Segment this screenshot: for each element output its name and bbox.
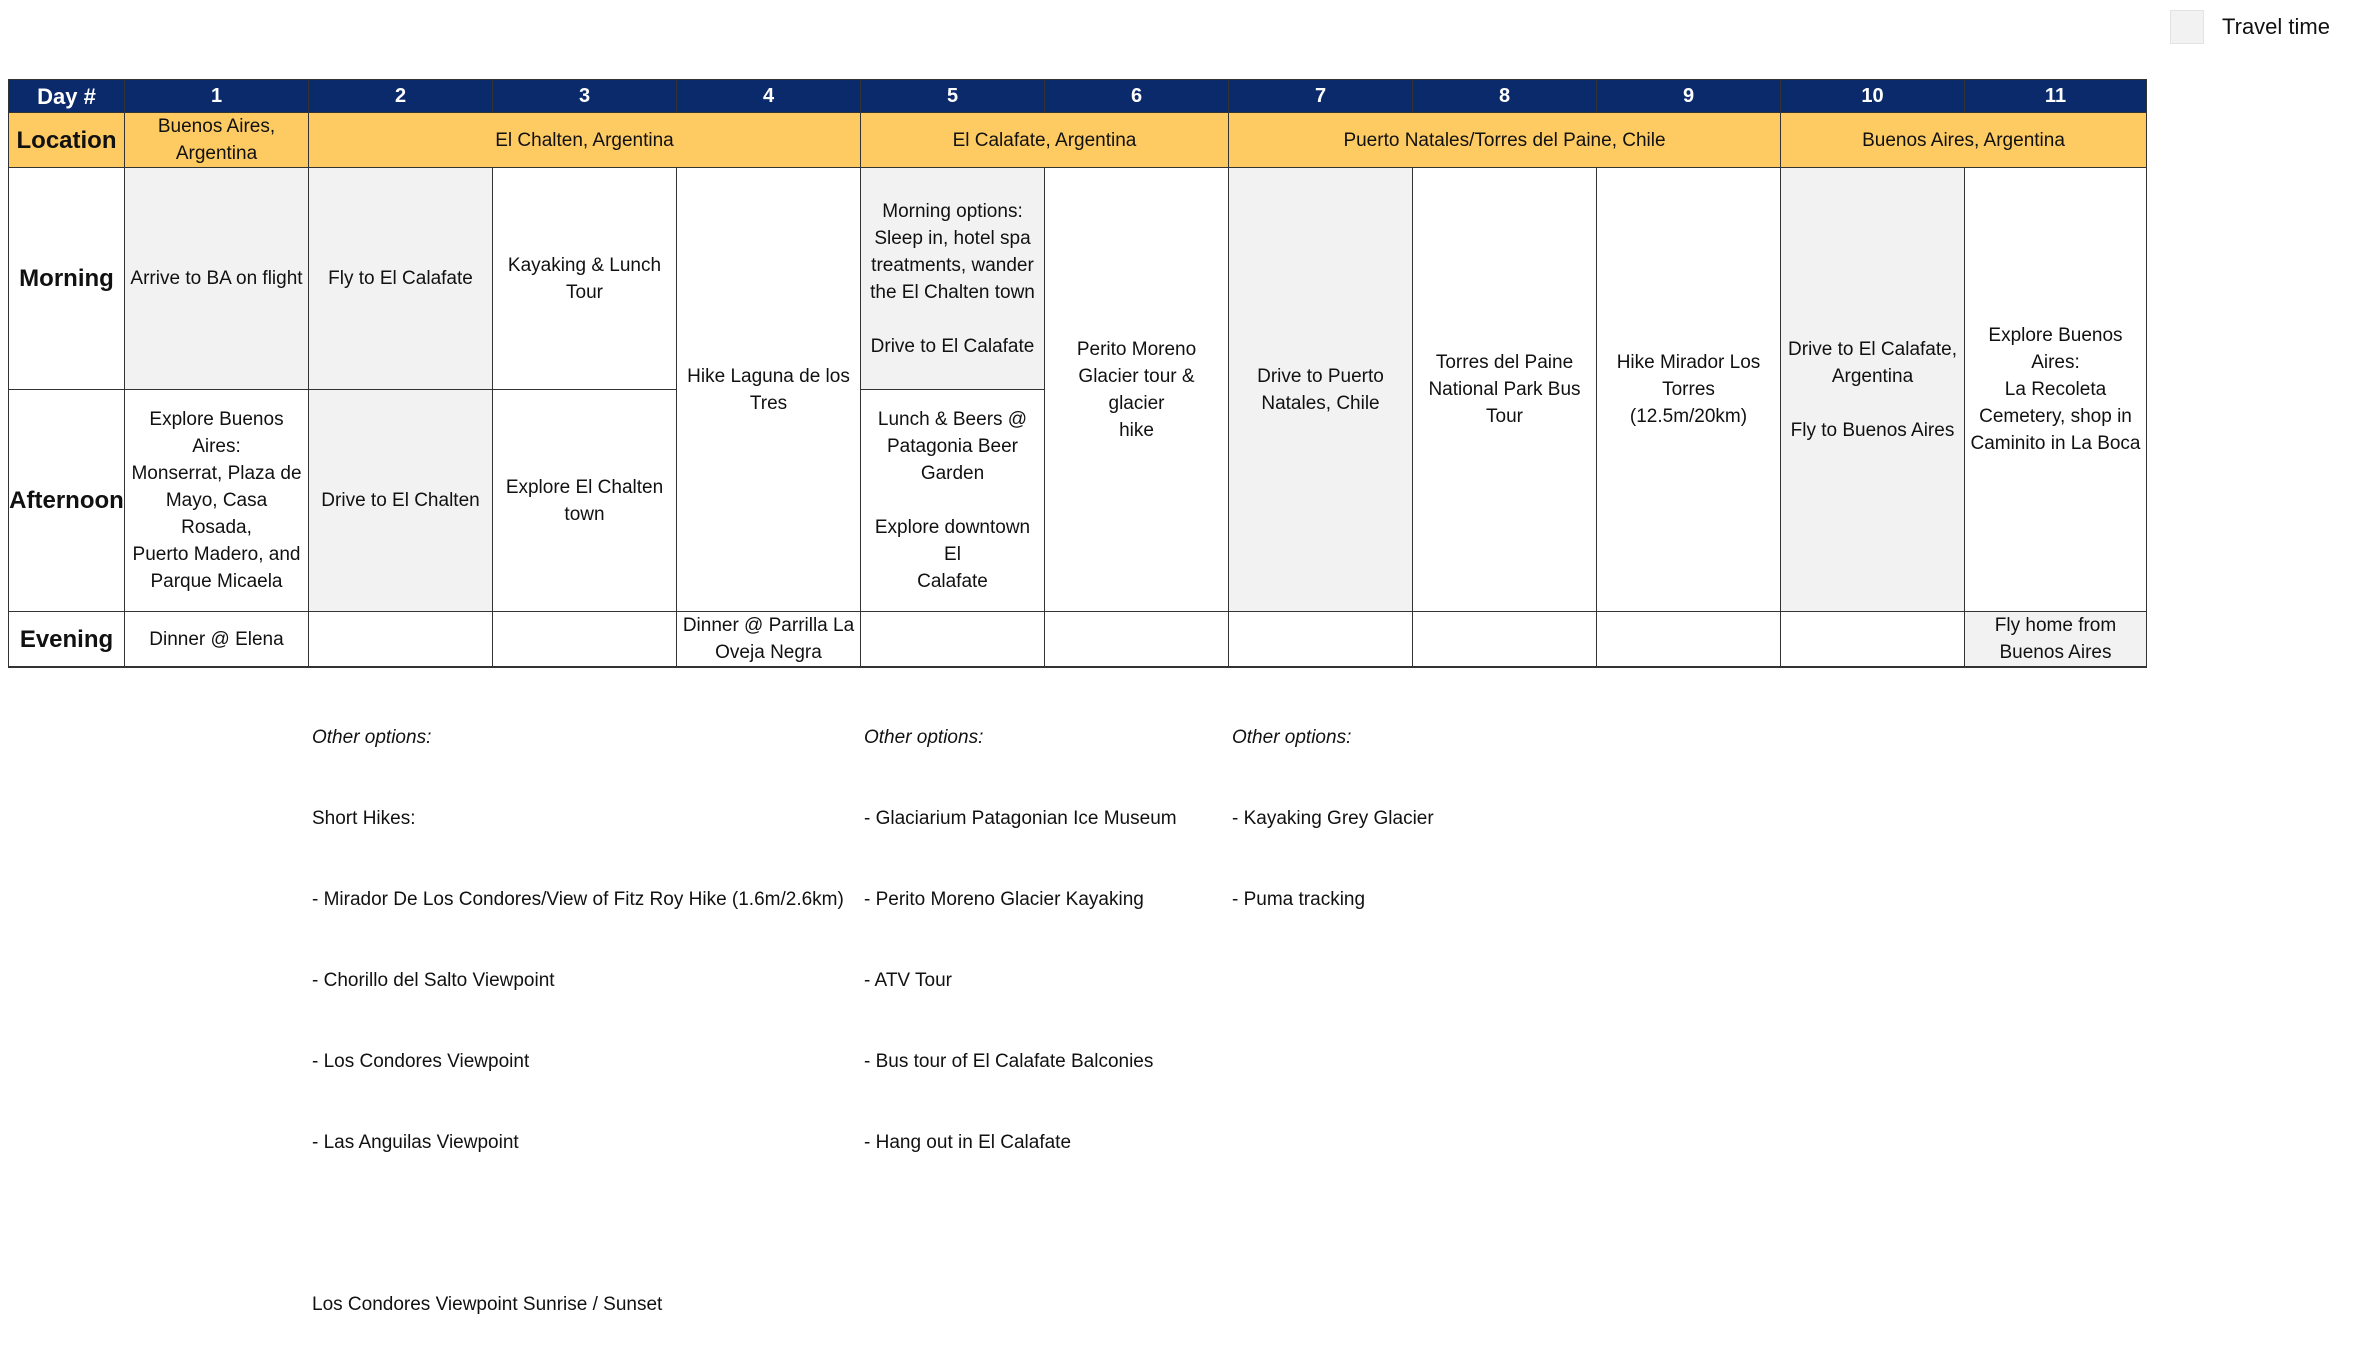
note-line: Short Hikes: — [312, 808, 416, 829]
header-day-5: 5 — [861, 80, 1045, 113]
day5-morning-cell: Morning options: Sleep in, hotel spa treatments, wander the El Chalten town Drive to El Calafate — [861, 168, 1045, 390]
note-line: Los Condores Viewpoint Sunrise / Sunset — [312, 1294, 663, 1315]
notes-el-calafate-title: Other options: — [864, 727, 984, 748]
day7-evening-cell — [1229, 612, 1413, 667]
notes-puerto-natales-title: Other options: — [1232, 727, 1352, 748]
day6-evening-cell — [1045, 612, 1229, 667]
note-line: - Puma tracking — [1232, 889, 1366, 910]
location-buenos-aires-start: Buenos Aires, Argentina — [125, 113, 309, 168]
notes-el-chalten-title: Other options: — [312, 727, 432, 748]
row-label-morning: Morning — [9, 168, 125, 390]
day8-evening-cell — [1413, 612, 1597, 667]
day11-daytime-cell: Explore Buenos Aires: La Recoleta Cemetery, shop in Caminito in La Boca — [1965, 168, 2147, 612]
row-label-evening: Evening — [9, 612, 125, 667]
header-day-10: 10 — [1781, 80, 1965, 113]
day6-daytime-cell: Perito Moreno Glacier tour & glacier hike — [1045, 168, 1229, 612]
notes-el-chalten — [312, 670, 844, 1345]
note-line: - Glaciarium Patagonian Ice Museum — [864, 808, 1177, 829]
note-line: - Mirador De Los Condores/View of Fitz Roy Hike (1.6m/2.6km) — [312, 889, 844, 910]
location-row-label: Location — [9, 113, 125, 168]
note-line: - Las Anguilas Viewpoint — [312, 1132, 519, 1153]
note-line: - Los Condores Viewpoint — [312, 1051, 530, 1072]
note-line: - Bus tour of El Calafate Balconies — [864, 1051, 1154, 1072]
day4-evening-cell: Dinner @ Parrilla La Oveja Negra — [677, 612, 861, 667]
header-day-7: 7 — [1229, 80, 1413, 113]
notes-puerto-natales — [1232, 670, 1434, 940]
day9-daytime-cell: Hike Mirador Los Torres (12.5m/20km) — [1597, 168, 1781, 612]
header-day-9: 9 — [1597, 80, 1781, 113]
note-line: - Chorillo del Salto Viewpoint — [312, 970, 555, 991]
row-label-afternoon: Afternoon — [9, 390, 125, 612]
header-day-2: 2 — [309, 80, 493, 113]
header-day-8: 8 — [1413, 80, 1597, 113]
header-day-3: 3 — [493, 80, 677, 113]
day1-afternoon-cell: Explore Buenos Aires: Monserrat, Plaza de Mayo, Casa Rosada, Puerto Madero, and Parque Micaela — [125, 390, 309, 612]
note-line: - ATV Tour — [864, 970, 952, 991]
day7-daytime-cell: Drive to Puerto Natales, Chile — [1229, 168, 1413, 612]
day9-evening-cell — [1597, 612, 1781, 667]
day1-evening-cell: Dinner @ Elena — [125, 612, 309, 667]
day1-morning-cell: Arrive to BA on flight — [125, 168, 309, 390]
legend-label: Travel time — [2222, 14, 2330, 39]
day10-evening-cell — [1781, 612, 1965, 667]
day2-evening-cell — [309, 612, 493, 667]
day2-morning-cell: Fly to El Calafate — [309, 168, 493, 390]
day3-evening-cell — [493, 612, 677, 667]
header-day-1: 1 — [125, 80, 309, 113]
location-buenos-aires-end: Buenos Aires, Argentina — [1781, 113, 2147, 168]
day3-morning-cell: Kayaking & Lunch Tour — [493, 168, 677, 390]
location-el-calafate: El Calafate, Argentina — [861, 113, 1229, 168]
day8-daytime-cell: Torres del Paine National Park Bus Tour — [1413, 168, 1597, 612]
note-line: - Hang out in El Calafate — [864, 1132, 1072, 1153]
notes-el-calafate — [864, 670, 1177, 1183]
header-day-4: 4 — [677, 80, 861, 113]
note-line: - Kayaking Grey Glacier — [1232, 808, 1434, 829]
day5-evening-cell — [861, 612, 1045, 667]
note-line — [312, 1210, 844, 1237]
day10-daytime-cell: Drive to El Calafate, Argentina Fly to Buenos Aires — [1781, 168, 1965, 612]
day2-afternoon-cell: Drive to El Chalten — [309, 390, 493, 612]
location-puerto-natales: Puerto Natales/Torres del Paine, Chile — [1229, 113, 1781, 168]
day11-evening-cell: Fly home from Buenos Aires — [1965, 612, 2147, 667]
day5-afternoon-cell: Lunch & Beers @ Patagonia Beer Garden Explore downtown El Calafate — [861, 390, 1045, 612]
location-el-chalten: El Chalten, Argentina — [309, 113, 861, 168]
header-day-6: 6 — [1045, 80, 1229, 113]
header-day-label: Day # — [9, 80, 125, 113]
header-day-11: 11 — [1965, 80, 2147, 113]
day3-afternoon-cell: Explore El Chalten town — [493, 390, 677, 612]
day4-daytime-cell: Hike Laguna de los Tres — [677, 168, 861, 612]
note-line: - Perito Moreno Glacier Kayaking — [864, 889, 1144, 910]
